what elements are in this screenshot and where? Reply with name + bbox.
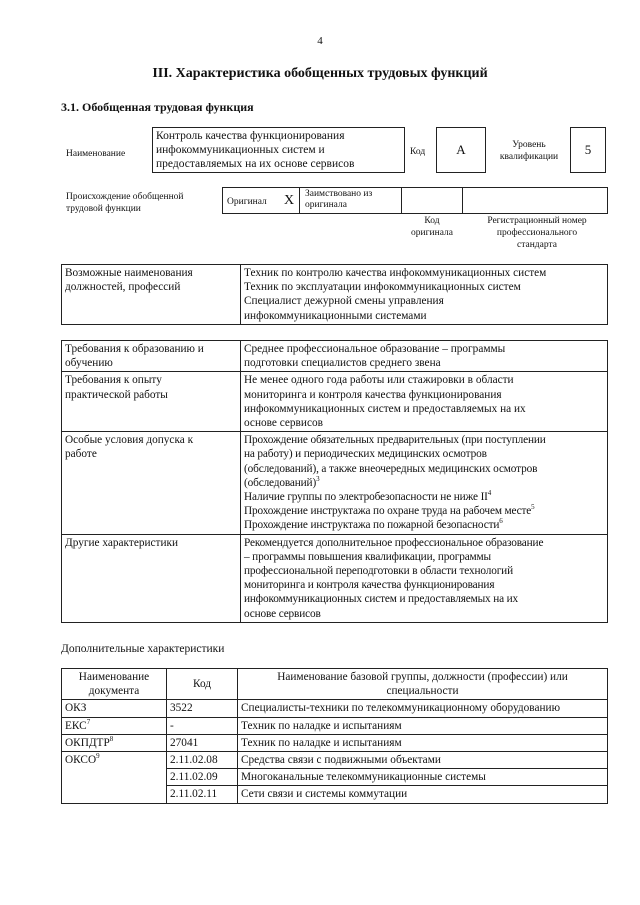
label-line: Требования к опыту (65, 374, 162, 387)
name-label: Наименование (66, 149, 126, 159)
value-line: основе сервисов (244, 417, 323, 430)
label-line: практической работы (65, 388, 168, 401)
requirements-table (61, 340, 608, 623)
table-row (62, 752, 608, 769)
table-row (62, 734, 608, 751)
value-text: (обследований) (244, 476, 317, 489)
origin-label-line: трудовой функции (66, 204, 141, 214)
header-cell: Наименование базовой группы, должности (профессии) или специальности (238, 669, 608, 700)
value-line: подготовки специалистов среднего звена (244, 357, 441, 370)
value-line: инфокоммуникационных систем и предоставляемых на их (244, 402, 526, 415)
level-label (488, 139, 570, 163)
borrowed-line: Заимствовано из (305, 189, 373, 199)
caption-line: оригинала (411, 228, 453, 238)
table-row (62, 717, 608, 734)
label-line: Возможные наименования (65, 267, 193, 279)
section-title: III. Характеристика обобщенных трудовых функций (152, 66, 488, 81)
requirement-label-cell (62, 341, 241, 372)
extra-table (61, 668, 608, 804)
label-line: Особые условия допуска к (65, 434, 194, 447)
value-line: профессиональной переподготовки в области технологий (244, 565, 513, 578)
doc-cell (62, 717, 167, 734)
value-text: Прохождение инструктажа по пожарной безопасности (244, 519, 500, 532)
level-value: 5 (570, 127, 606, 173)
requirement-value-cell (241, 432, 608, 534)
caption-line: стандарта (517, 240, 557, 250)
value-line (244, 504, 604, 518)
original-code-caption (400, 215, 464, 239)
code-label: Код (410, 147, 426, 157)
position-line: инфокоммуникационными системами (244, 309, 427, 322)
header-cell: Код (167, 669, 238, 700)
footnote-ref: 8 (109, 735, 114, 744)
function-name-box (152, 127, 405, 173)
footnote-ref: 4 (487, 489, 492, 498)
code-cell: 2.11.02.09 (167, 769, 238, 786)
doc-name: ЕКС (65, 719, 87, 732)
positions-values-cell (241, 265, 608, 325)
value-line: Среднее профессиональное образование – программы (244, 343, 506, 355)
requirement-label-cell (62, 432, 241, 534)
code-cell: 3522 (167, 700, 238, 717)
value-text: Прохождение инструктажа по охране труда на рабочем месте (244, 505, 532, 518)
value-line (244, 490, 604, 504)
caption-line: Регистрационный номер (487, 216, 587, 226)
label-line: должностей, профессий (65, 281, 181, 294)
footnote-ref: 7 (86, 717, 91, 726)
name-cell: Специалисты-техники по телекоммуникационному оборудованию (238, 700, 608, 717)
table-row (62, 372, 608, 432)
value-text: Наличие группы по электробезопасности не ниже II (244, 491, 488, 504)
caption-line: профессионального (496, 228, 578, 238)
value-line: (обследований), а также внеочередных медицинских осмотров (244, 462, 538, 475)
footnote-ref: 5 (531, 503, 535, 512)
original-mark: X (284, 193, 295, 208)
requirement-label-cell (62, 534, 241, 622)
doc-cell (62, 752, 167, 804)
table-row (62, 534, 608, 622)
caption-line: Код (424, 216, 440, 226)
name-cell: Многоканальные телекоммуникационные системы (238, 769, 608, 786)
name-cell: Техник по наладке и испытаниям (238, 734, 608, 751)
value-line: Не менее одного года работы или стажировки в области (244, 374, 514, 387)
doc-name: ОКЗ (65, 702, 87, 715)
table-row (62, 341, 608, 372)
name-cell: Техник по наладке и испытаниям (238, 717, 608, 734)
name-cell: Средства связи с подвижными объектами (238, 752, 608, 769)
page-number: 4 (317, 35, 323, 47)
footnote-ref: 3 (316, 475, 320, 484)
header-cell: Наименование документа (62, 669, 167, 700)
borrowed-line: оригинала (305, 200, 347, 210)
requirement-value-cell (241, 372, 608, 432)
doc-cell (62, 700, 167, 717)
requirement-value-cell (241, 534, 608, 622)
doc-name: ОКПДТР (65, 736, 110, 749)
positions-label-cell (62, 265, 241, 325)
table-row (62, 432, 608, 534)
positions-table (61, 264, 608, 325)
code-value: А (436, 127, 486, 173)
table-header-row (62, 669, 608, 700)
position-line: Техник по эксплуатации инфокоммуникационных систем (244, 281, 521, 294)
registration-number-cell (462, 187, 608, 214)
table-row (62, 700, 608, 717)
code-cell: 27041 (167, 734, 238, 751)
code-cell: 2.11.02.11 (167, 786, 238, 803)
position-line: Специалист дежурной смены управления (244, 295, 444, 308)
function-name-line: инфокоммуникационных систем и (156, 144, 325, 156)
name-cell: Сети связи и системы коммутации (238, 786, 608, 803)
value-line: Прохождение обязательных предварительных (при поступлении (244, 434, 546, 447)
requirement-value-cell (241, 341, 608, 372)
value-line: мониторинга и контроля качества функционирования (244, 579, 495, 592)
position-line: Техник по контролю качества инфокоммуникационных систем (244, 267, 547, 279)
label-line: работе (65, 448, 97, 461)
original-cell (222, 187, 300, 214)
function-name-line: Контроль качества функционирования (156, 130, 345, 142)
value-line (244, 476, 604, 490)
label-line: обучению (65, 357, 113, 370)
value-line: инфокоммуникационных систем и предоставляемых на их (244, 593, 519, 606)
label-line: Требования к образованию и (65, 343, 204, 355)
value-line: Рекомендуется дополнительное профессиональное образование (244, 536, 544, 549)
footnote-ref: 9 (96, 752, 100, 761)
original-label: Оригинал (227, 197, 267, 207)
value-line: – программы повышения квалификации, программы (244, 550, 491, 563)
origin-label (66, 191, 184, 215)
footnote-ref: 6 (499, 517, 503, 526)
value-line: основе сервисов (244, 607, 321, 620)
label-line: Другие характеристики (65, 536, 179, 549)
subsection-title: 3.1. Обобщенная трудовая функция (61, 100, 254, 114)
borrowed-cell (299, 187, 402, 214)
value-line (244, 518, 604, 532)
code-cell: 2.11.02.08 (167, 752, 238, 769)
extra-title: Дополнительные характеристики (61, 643, 225, 655)
level-label-line: Уровень (512, 140, 546, 150)
requirement-label-cell (62, 372, 241, 432)
doc-name: ОКСО (65, 754, 97, 767)
value-line: мониторинга и контроля качества функционирования (244, 388, 502, 401)
original-code-cell (401, 187, 463, 214)
origin-label-line: Происхождение обобщенной (66, 192, 184, 202)
registration-number-caption (466, 215, 608, 251)
value-line: на работу) и периодических медицинских осмотров (244, 448, 487, 461)
function-name-line: предоставляемых на их основе сервисов (156, 158, 355, 170)
doc-cell (62, 734, 167, 751)
table-row (62, 265, 608, 325)
level-label-line: квалификации (499, 152, 559, 162)
code-cell: - (167, 717, 238, 734)
